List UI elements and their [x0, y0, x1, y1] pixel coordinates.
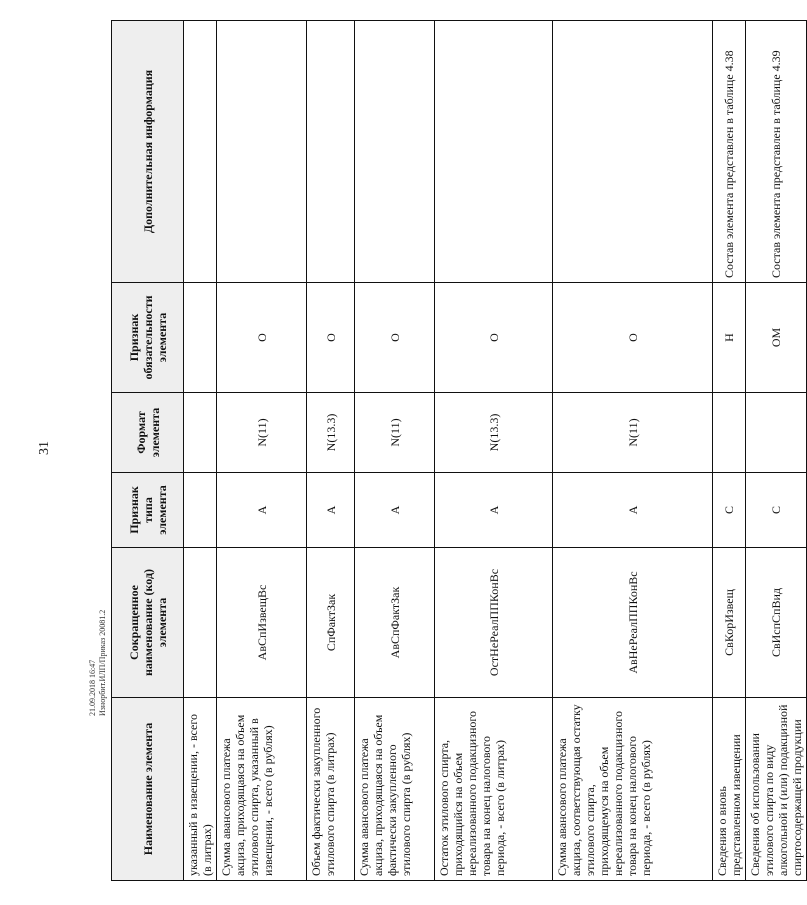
header-name: Наименование элемента	[112, 698, 184, 881]
page-number: 31	[37, 441, 52, 455]
table-row	[713, 21, 746, 881]
cell-format	[713, 393, 746, 473]
cell-required: О	[553, 283, 713, 393]
cell-info: Состав элемента представлен в таблице 4.39	[746, 21, 807, 283]
cell-format: N(13.3)	[435, 393, 553, 473]
cell-required: О	[355, 283, 435, 393]
cell-info	[307, 21, 355, 283]
stamp-line-1: 21.09.2018 16:47	[88, 659, 97, 716]
table-row	[307, 21, 355, 881]
rotated-table-container	[111, 21, 804, 881]
cell-format: N(11)	[553, 393, 713, 473]
table-row	[746, 21, 807, 881]
cell-code: АвСпИзвещВс	[217, 548, 307, 698]
cell-name: Сумма авансового платежа акциза, приходящаяся на объем этилового спирта, указанный в извещении, - всего (в рублях)	[217, 698, 307, 881]
cell-name: Сумма авансового платежа акциза, приходящаяся на объем фактически закупленного этилового спирта (в рублях)	[355, 698, 435, 881]
header-code: Сокращенное наименование (код) элемента	[112, 548, 184, 698]
header-type: Признак типа элемента	[112, 473, 184, 548]
cell-code: АвСпФактЗак	[355, 548, 435, 698]
cell-name: Остаток этилового спирта, приходящийся на объем нереализованного подакцизного товара на конец налогового периода, - всего (в литрах)	[435, 698, 553, 881]
cell-name: Сведения о вновь представленном извещении	[713, 698, 746, 881]
cell-format	[746, 393, 807, 473]
cell-info	[184, 21, 217, 283]
table-row	[184, 21, 217, 881]
cell-type: С	[713, 473, 746, 548]
table-row	[553, 21, 713, 881]
cell-type: А	[307, 473, 355, 548]
cell-required: ОМ	[746, 283, 807, 393]
header-info: Дополнительная информация	[112, 21, 184, 283]
cell-code: ОстНеРеалППКонВс	[435, 548, 553, 698]
document-stamp	[88, 516, 108, 716]
cell-code: СпФактЗак	[307, 548, 355, 698]
cell-code: СвИспСпВид	[746, 548, 807, 698]
table-row	[355, 21, 435, 881]
cell-code	[184, 548, 217, 698]
cell-info	[553, 21, 713, 283]
cell-required: О	[307, 283, 355, 393]
cell-code: СвКорИзвещ	[713, 548, 746, 698]
cell-format: N(11)	[217, 393, 307, 473]
cell-type: А	[435, 473, 553, 548]
cell-info: Состав элемента представлен в таблице 4.38	[713, 21, 746, 283]
cell-required	[184, 283, 217, 393]
elements-table	[111, 20, 807, 881]
cell-name: Сумма авансового платежа акциза, соответствующая остатку этилового спирта, приходящемуся на объем нереализованного подакцизного товара на конец налогового периода, - всего (в рублях)	[553, 698, 713, 881]
cell-info	[217, 21, 307, 283]
cell-format: N(11)	[355, 393, 435, 473]
cell-name: указанный в извещении, - всего (в литрах)	[184, 698, 217, 881]
cell-code: АвНеРеалППКонВс	[553, 548, 713, 698]
header-required: Признак обязательности элемента	[112, 283, 184, 393]
cell-info	[355, 21, 435, 283]
table-row	[217, 21, 307, 881]
cell-name: Объем фактически закупленного этилового спирта (в литрах)	[307, 698, 355, 881]
header-format: Формат элемента	[112, 393, 184, 473]
cell-format	[184, 393, 217, 473]
table-row	[435, 21, 553, 881]
cell-type: А	[355, 473, 435, 548]
stamp-line-2: Изнорбит.ИЛП/Приказ 20081.2	[98, 609, 107, 716]
cell-type: С	[746, 473, 807, 548]
cell-name: Сведения об использовании этилового спирта по виду алкогольной и (или) подакцизной спиртосодержащей продукции	[746, 698, 807, 881]
cell-format: N(13.3)	[307, 393, 355, 473]
cell-type	[184, 473, 217, 548]
table-header-row	[112, 21, 184, 881]
cell-type: А	[217, 473, 307, 548]
cell-info	[435, 21, 553, 283]
cell-type: А	[553, 473, 713, 548]
cell-required: О	[217, 283, 307, 393]
cell-required: Н	[713, 283, 746, 393]
cell-required: О	[435, 283, 553, 393]
